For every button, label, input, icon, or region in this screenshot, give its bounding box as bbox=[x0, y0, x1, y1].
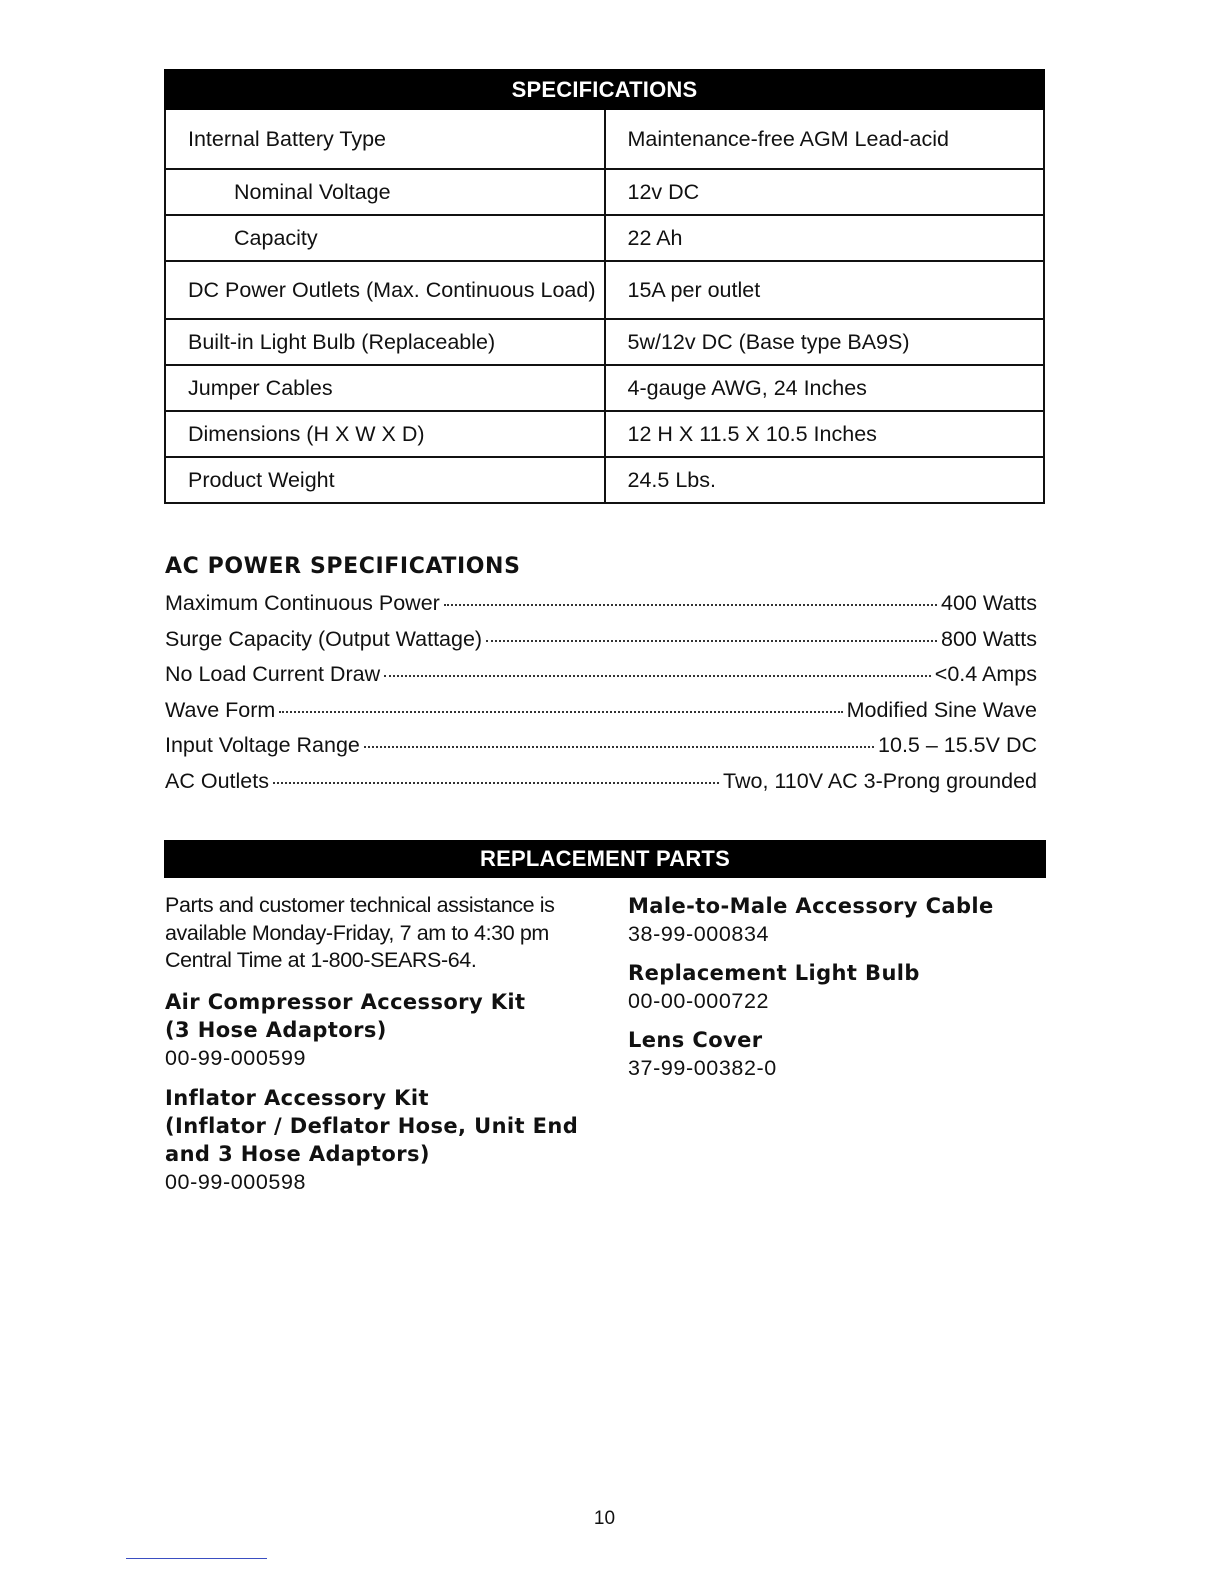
ac-spec-label: Maximum Continuous Power bbox=[165, 591, 440, 615]
replacement-parts-left-column bbox=[165, 892, 605, 1208]
ac-spec-label: Input Voltage Range bbox=[165, 733, 360, 757]
dot-leader bbox=[273, 782, 719, 784]
spec-value: 5w/12v DC (Base type BA9S) bbox=[605, 319, 1045, 365]
ac-power-list bbox=[165, 591, 1037, 804]
ac-spec-label: No Load Current Draw bbox=[165, 662, 381, 686]
part-name: Replacement Light Bulb bbox=[628, 961, 920, 985]
specifications-table bbox=[164, 69, 1045, 504]
ac-spec-label: Wave Form bbox=[165, 697, 276, 722]
spec-value: 12 H X 11.5 X 10.5 Inches bbox=[605, 411, 1045, 457]
ac-spec-value: Two, 110V AC 3-Prong grounded bbox=[723, 768, 1037, 793]
ac-spec-label: Surge Capacity (Output Wattage) bbox=[165, 626, 483, 651]
part-entry bbox=[628, 892, 1048, 948]
spec-value: Maintenance-free AGM Lead-acid bbox=[605, 109, 1045, 169]
part-number: 00-00-000722 bbox=[628, 989, 770, 1013]
table-row bbox=[165, 169, 1044, 215]
spec-label: Capacity bbox=[165, 215, 605, 261]
dot-leader bbox=[384, 675, 931, 677]
part-number: 00-99-000598 bbox=[165, 1169, 307, 1194]
table-row bbox=[165, 365, 1044, 411]
part-name: Inflator Accessory Kit (Inflator / Deflator Hose, Unit End and 3 Hose Adaptors) bbox=[165, 1085, 579, 1166]
footer-divider bbox=[126, 1558, 267, 1559]
spec-label: DC Power Outlets (Max. Continuous Load) bbox=[165, 261, 605, 319]
part-name: Male-to-Male Accessory Cable bbox=[628, 894, 994, 918]
spec-value: 24.5 Lbs. bbox=[605, 457, 1045, 503]
ac-spec-value: 10.5 – 15.5V DC bbox=[878, 733, 1037, 757]
ac-power-heading: AC POWER SPECIFICATIONS bbox=[165, 554, 521, 579]
page-number: 10 bbox=[593, 1508, 616, 1529]
part-entry bbox=[628, 959, 1048, 1015]
specifications-title: SPECIFICATIONS bbox=[165, 70, 1044, 109]
replacement-parts-right-column bbox=[628, 892, 1048, 1093]
table-row bbox=[165, 319, 1044, 365]
spec-label: Built-in Light Bulb (Replaceable) bbox=[165, 319, 605, 365]
part-name: Air Compressor Accessory Kit (3 Hose Adaptors) bbox=[165, 989, 526, 1042]
spec-label: Product Weight bbox=[165, 457, 605, 503]
ac-spec-value: 800 Watts bbox=[941, 626, 1037, 651]
dot-leader bbox=[364, 746, 874, 748]
list-item bbox=[165, 733, 1037, 769]
replacement-parts-title: REPLACEMENT PARTS bbox=[164, 840, 1046, 878]
ac-spec-value: <0.4 Amps bbox=[934, 662, 1037, 686]
dot-leader bbox=[279, 711, 842, 713]
list-item bbox=[165, 627, 1037, 663]
part-entry bbox=[165, 1084, 605, 1196]
list-item bbox=[165, 591, 1037, 627]
spec-value: 12v DC bbox=[605, 169, 1045, 215]
part-number: 38-99-000834 bbox=[628, 922, 770, 946]
spec-value: 15A per outlet bbox=[605, 261, 1045, 319]
list-item bbox=[165, 769, 1037, 805]
spec-value: 4-gauge AWG, 24 Inches bbox=[605, 365, 1045, 411]
dot-leader bbox=[444, 604, 937, 606]
table-row bbox=[165, 215, 1044, 261]
part-name: Lens Cover bbox=[628, 1028, 763, 1052]
part-entry bbox=[165, 988, 605, 1072]
part-entry bbox=[628, 1026, 1048, 1082]
list-item bbox=[165, 698, 1037, 734]
ac-spec-label: AC Outlets bbox=[165, 768, 269, 793]
spec-label: Jumper Cables bbox=[165, 365, 605, 411]
table-row bbox=[165, 457, 1044, 503]
table-row bbox=[165, 109, 1044, 169]
table-row bbox=[165, 261, 1044, 319]
part-number: 37-99-00382-0 bbox=[628, 1056, 777, 1080]
spec-label: Nominal Voltage bbox=[165, 169, 605, 215]
dot-leader bbox=[486, 640, 937, 642]
ac-spec-value: 400 Watts bbox=[941, 591, 1037, 615]
spec-label: Dimensions (H X W X D) bbox=[165, 411, 605, 457]
table-row bbox=[165, 411, 1044, 457]
ac-spec-value: Modified Sine Wave bbox=[846, 697, 1037, 722]
assistance-intro: Parts and customer technical assistance is available Monday-Friday, 7 am to 4:30 pm Central Time at 1-800-SEARS-64. bbox=[165, 893, 555, 972]
spec-label: Internal Battery Type bbox=[165, 109, 605, 169]
list-item bbox=[165, 662, 1037, 698]
spec-value: 22 Ah bbox=[605, 215, 1045, 261]
part-number: 00-99-000599 bbox=[165, 1045, 307, 1070]
